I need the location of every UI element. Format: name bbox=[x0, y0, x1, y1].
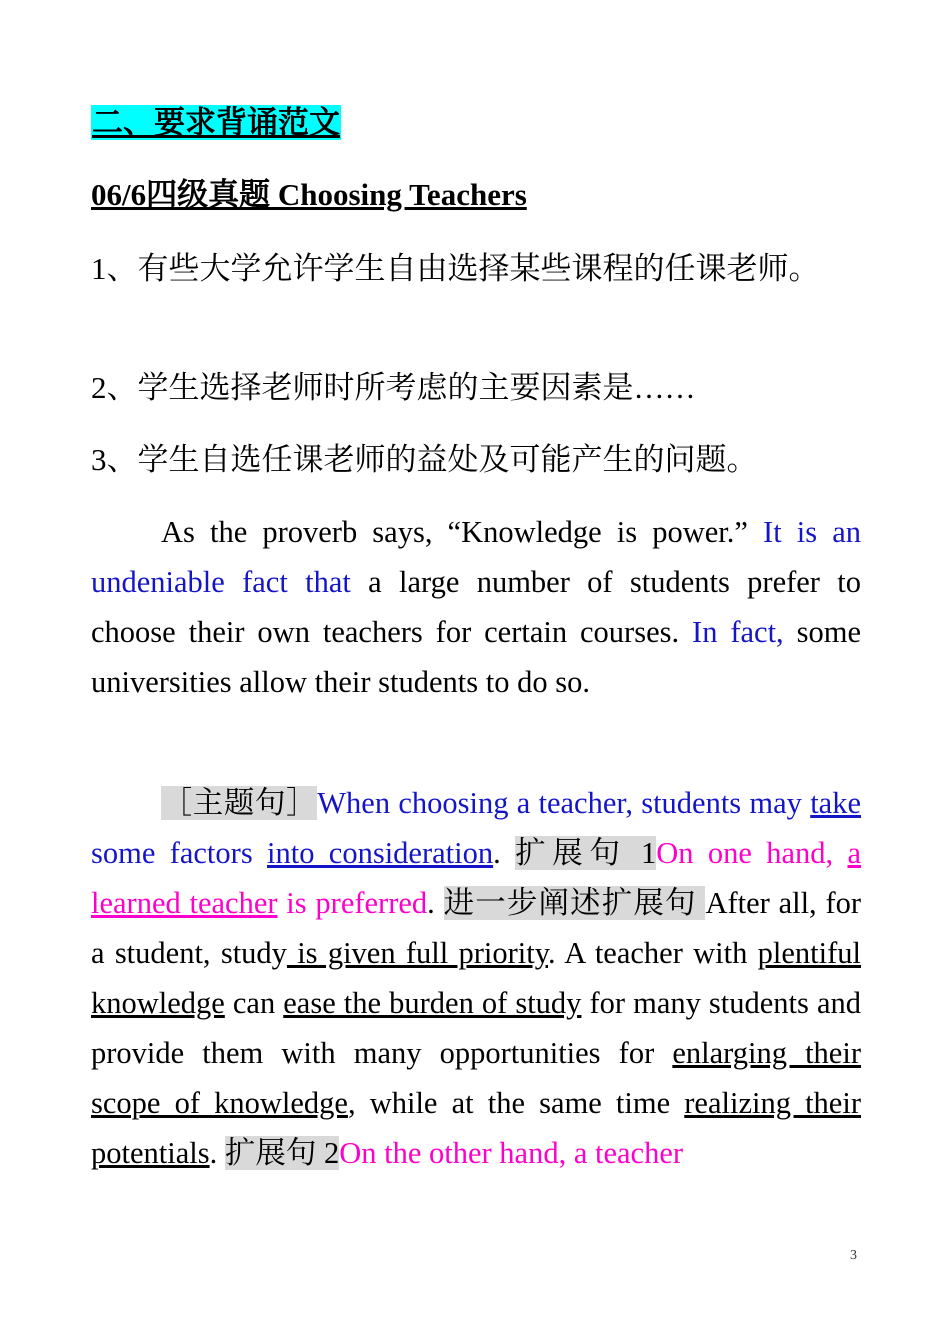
requirement-3: 3、学生自选任课老师的益处及可能产生的问题。 bbox=[91, 442, 758, 477]
p2-phrase: take bbox=[810, 786, 861, 820]
paragraph-2 bbox=[91, 778, 861, 1178]
p2-phrase: On the other hand, a teacher bbox=[339, 1136, 684, 1170]
p2-text: , while at the same time bbox=[347, 1086, 685, 1120]
p2-phrase: some factors bbox=[91, 836, 268, 870]
p1-phrase: In fact, bbox=[692, 615, 784, 649]
p2-phrase: is given full priority bbox=[286, 936, 548, 970]
p2-text: can bbox=[224, 986, 284, 1020]
extension-1-tag: 扩展句 1 bbox=[515, 836, 657, 870]
essay-title: 06/6四级真题 Choosing Teachers bbox=[91, 177, 527, 212]
further-extension-tag: 进一步阐述扩展句 bbox=[443, 886, 706, 920]
p1-phrase: It is an undeniable fact that bbox=[91, 515, 862, 599]
p2-phrase: When choosing a teacher, students may bbox=[317, 786, 811, 820]
p2-phrase: ease the burden of study bbox=[283, 986, 582, 1020]
topic-sentence-tag: ［主题句］ bbox=[161, 786, 318, 820]
p2-phrase: plentiful knowledge bbox=[91, 936, 861, 1020]
p1-text: some universities allow their students to do so. bbox=[91, 615, 861, 699]
p2-phrase: is preferred bbox=[277, 886, 428, 920]
p2-text: . bbox=[493, 836, 516, 870]
p2-phrase: realizing their potentials bbox=[91, 1086, 861, 1170]
requirement-2: 2、学生选择老师时所考虑的主要因素是…… bbox=[91, 370, 696, 405]
p2-phrase: into consideration bbox=[267, 836, 494, 870]
section-heading bbox=[91, 102, 861, 144]
p2-text: . A teacher with bbox=[548, 936, 758, 970]
requirement-1: 1、有些大学允许学生自由选择某些课程的任课老师。 bbox=[91, 251, 820, 286]
extension-2-tag: 扩展句 2 bbox=[224, 1136, 340, 1170]
p1-text: a large number of students prefer to choose their own teachers for certain courses. bbox=[91, 565, 861, 649]
p2-text: . bbox=[209, 1136, 225, 1170]
page-number: 3 bbox=[850, 1248, 857, 1263]
p2-text: After all, for a student, study bbox=[91, 886, 862, 970]
paragraph-1 bbox=[91, 507, 861, 707]
section-heading-text: 二、要求背诵范文 bbox=[92, 105, 340, 140]
p2-phrase: a learned teacher bbox=[91, 836, 861, 920]
p2-phrase: enlarging their scope of knowledge bbox=[91, 1036, 861, 1120]
p1-text: As the proverb says, “Knowledge is power.” bbox=[161, 515, 764, 549]
p2-text: . bbox=[427, 886, 444, 920]
p2-phrase: On one hand, bbox=[656, 836, 848, 870]
p2-text: for many students and provide them with many opportunities for bbox=[91, 986, 861, 1070]
